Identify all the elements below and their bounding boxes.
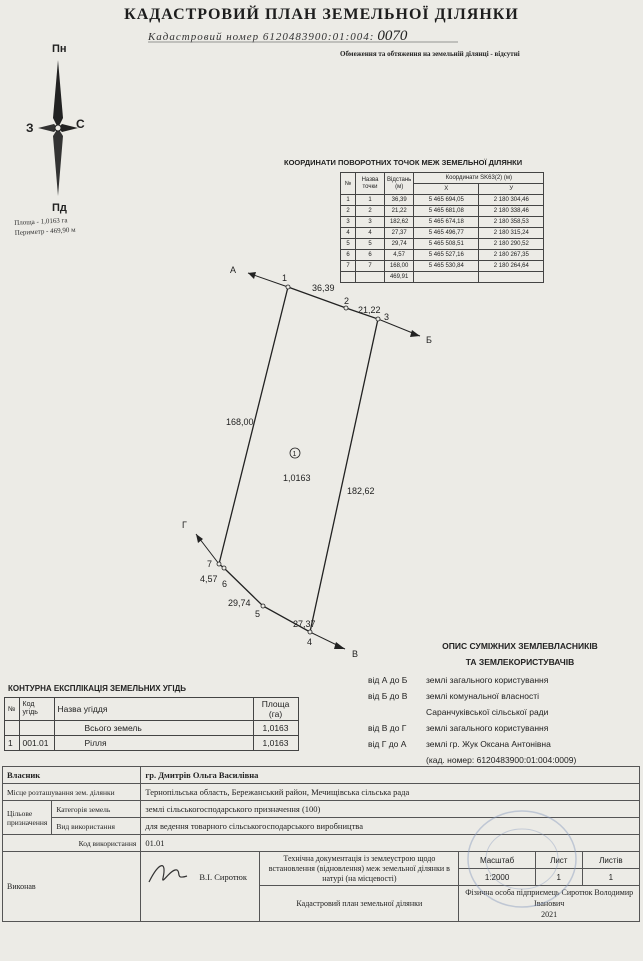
segment-7-1-length: 168,00 (226, 417, 254, 427)
seal-stamp-icon (462, 804, 582, 914)
cell-no: 5 (341, 239, 356, 250)
signature-icon (145, 858, 191, 888)
expl-header-code: Код угідь (19, 698, 54, 721)
list-item (368, 736, 628, 752)
neighbor-from: від Г до А (368, 739, 407, 749)
cell-point: 2 (356, 206, 385, 217)
cell-x: 5 465 694,05 (414, 195, 479, 206)
point-1: 1 (282, 273, 288, 283)
neighbors-list (368, 672, 628, 768)
corner-g: Г (182, 520, 187, 530)
coords-header-y: У (479, 184, 544, 195)
neighbor-from: від А до Б (368, 675, 408, 685)
compass-east: С (76, 117, 85, 131)
parcel-number: 1 (292, 451, 297, 458)
neighbor-from: від В до Г (368, 723, 407, 733)
cadastral-number-suffix: 0070 (377, 28, 408, 44)
owner-label: Власник (3, 767, 141, 784)
expl-area: 1,0163 (253, 736, 298, 751)
coords-header-x: Х (414, 184, 479, 195)
expl-total-label: Всього земель (54, 721, 253, 736)
sheet-label: Лист (535, 852, 582, 869)
category-label: Категорія земель (52, 801, 141, 818)
cell-no: 7 (341, 261, 356, 272)
neighbors-title-line1: ОПИС СУМІЖНИХ ЗЕМЛЕВЛАСНИКІВ (442, 641, 598, 651)
coords-table-title: КООРДИНАТИ ПОВОРОТНИХ ТОЧОК МЕЖ ЗЕМЕЛЬНОЇ ДІЛЯНКИ (284, 158, 523, 167)
cell-point: 1 (356, 195, 385, 206)
segment-3-4-length: 182,62 (347, 486, 375, 496)
code-value: 01.01 (141, 835, 640, 852)
compass-north: Пн (52, 43, 67, 55)
point-6: 6 (222, 579, 228, 589)
expl-code: 001.01 (19, 736, 54, 751)
coords-header-no: № (341, 173, 356, 195)
coords-header-point: Назва точки (356, 173, 385, 195)
coords-header-dist: Відстань (м) (385, 173, 414, 195)
doc-description: Технічна документація із землеустрою щодо встановлення (відновлення) меж земельної ділянки в натурі (на місцевості) (260, 852, 459, 886)
cell-x: 5 465 530,84 (414, 261, 479, 272)
neighbor-desc: (кад. номер: 6120483900:01:004:0009) (426, 755, 577, 765)
point-4: 4 (307, 637, 313, 647)
cell-x: 5 465 496,77 (414, 228, 479, 239)
use-label: Вид використання (52, 818, 141, 835)
cell-dist: 4,57 (385, 250, 414, 261)
list-item (368, 704, 628, 720)
code-label: Код використання (3, 835, 141, 852)
parcel-area: 1,0163 (283, 473, 311, 483)
point-5: 5 (255, 609, 261, 619)
corner-v: В (352, 649, 359, 659)
owner-value: гр. Дмитрів Ольга Василівна (141, 767, 640, 784)
neighbors-title (420, 638, 620, 670)
corner-a: А (230, 265, 237, 275)
neighbor-desc: Саранчуківської сільської ради (426, 707, 549, 717)
expl-no: 1 (5, 736, 20, 751)
explication-title: КОНТУРНА ЕКСПЛІКАЦІЯ ЗЕМЕЛЬНИХ УГІДЬ (8, 684, 187, 693)
cell-x: 5 465 527,16 (414, 250, 479, 261)
expl-header-no: № (5, 698, 20, 721)
legal-purpose-label: Цільове призначення (3, 801, 52, 835)
scale-label: Масштаб (459, 852, 535, 869)
explication-table (4, 697, 299, 751)
table-row (3, 784, 640, 801)
cell-dist: 27,37 (385, 228, 414, 239)
table-row (5, 721, 299, 736)
cell-x: 5 465 674,18 (414, 217, 479, 228)
cell-x: 5 465 681,08 (414, 206, 479, 217)
expl-name: Рілля (54, 736, 253, 751)
cell-y: 2 180 358,53 (479, 217, 544, 228)
performer-cell (141, 852, 260, 922)
cell-dist: 168,00 (385, 261, 414, 272)
year: 2021 (541, 910, 558, 919)
location-label: Місце розташування зем. ділянки (3, 784, 141, 801)
compass-south: Пд (52, 202, 67, 214)
cell-dist: 36,39 (385, 195, 414, 206)
neighbor-from: від Б до В (368, 691, 408, 701)
cadastral-number-label: Кадастровий номер 6120483900:01:004: (148, 31, 375, 43)
category-value: землі сільськогосподарського призначення (100) (141, 801, 640, 818)
sheet-value: 1 (535, 869, 582, 886)
segment-4-5-length: 27,37 (293, 619, 316, 629)
neighbor-desc: землі загального користування (426, 723, 549, 733)
coords-header-coords: Координати SK63(2) (м) (414, 173, 544, 184)
neighbors-title-line2: ТА ЗЕМЛЕКОРИСТУВАЧІВ (465, 657, 575, 667)
segment-5-6-length: 29,74 (228, 598, 251, 608)
restrictions-note: Обмеження та обтяження на земельній ділянці - відсутні (340, 50, 520, 58)
cell-no: 4 (341, 228, 356, 239)
area-note: Площа - 1,0163 га (14, 216, 68, 227)
org-name: Фізична особа підприємець Сиротюк Володимир Іванович (465, 888, 634, 908)
cell-y: 2 180 315,24 (479, 228, 544, 239)
cell-dist: 182,62 (385, 217, 414, 228)
expl-total-area: 1,0163 (253, 721, 298, 736)
performer-name: В.І. Сиротюк (199, 872, 248, 882)
point-7: 7 (207, 559, 213, 569)
segment-1-2-length: 36,39 (312, 283, 335, 293)
segment-6-7-length: 4,57 (200, 574, 218, 584)
scale-value: 1:2000 (459, 869, 535, 886)
cell-y: 2 180 264,64 (479, 261, 544, 272)
table-row (5, 736, 299, 751)
cell-no: 6 (341, 250, 356, 261)
point-2: 2 (344, 296, 350, 306)
cell-y: 2 180 338,46 (479, 206, 544, 217)
list-item (368, 672, 628, 688)
cell-no: 1 (341, 195, 356, 206)
table-row (3, 767, 640, 784)
location-value: Тернопільська область, Бережанський район, Мечищівська сільська рада (141, 784, 640, 801)
sheets-label: Листів (582, 852, 639, 869)
total-distance: 469,91 (385, 272, 414, 283)
cell-y: 2 180 304,46 (479, 195, 544, 206)
point-3: 3 (384, 312, 390, 322)
cell-dist: 21,22 (385, 206, 414, 217)
use-value: для ведення товарного сільськогосподарського виробництва (141, 818, 640, 835)
neighbor-desc: землі загального користування (426, 675, 549, 685)
segment-2-3-length: 21,22 (358, 305, 381, 315)
cell-point: 7 (356, 261, 385, 272)
compass-west: З (26, 121, 34, 135)
cell-no: 2 (341, 206, 356, 217)
performer-label: Виконав (3, 852, 141, 922)
plan-name: Кадастровий план земельної ділянки (260, 886, 459, 922)
page-title: КАДАСТРОВИЙ ПЛАН ЗЕМЕЛЬНОЇ ДІЛЯНКИ (124, 6, 519, 23)
cell-point: 6 (356, 250, 385, 261)
sheets-value: 1 (608, 872, 614, 882)
corner-b: Б (426, 335, 432, 345)
list-item (368, 720, 628, 736)
expl-header-name: Назва угіддя (54, 698, 253, 721)
cell-dist: 29,74 (385, 239, 414, 250)
cell-point: 3 (356, 217, 385, 228)
neighbor-desc: землі комунальної власності (426, 691, 539, 701)
cell-x: 5 465 508,51 (414, 239, 479, 250)
cell-point: 4 (356, 228, 385, 239)
cell-point: 5 (356, 239, 385, 250)
neighbor-desc: землі гр. Жук Оксана Антонівна (426, 739, 551, 749)
perimeter-note: Периметр - 469,90 м (14, 225, 76, 237)
cell-y: 2 180 267,35 (479, 250, 544, 261)
list-item (368, 688, 628, 704)
cell-y: 2 180 290,52 (479, 239, 544, 250)
expl-header-area: Площа (га) (253, 698, 298, 721)
cell-no: 3 (341, 217, 356, 228)
